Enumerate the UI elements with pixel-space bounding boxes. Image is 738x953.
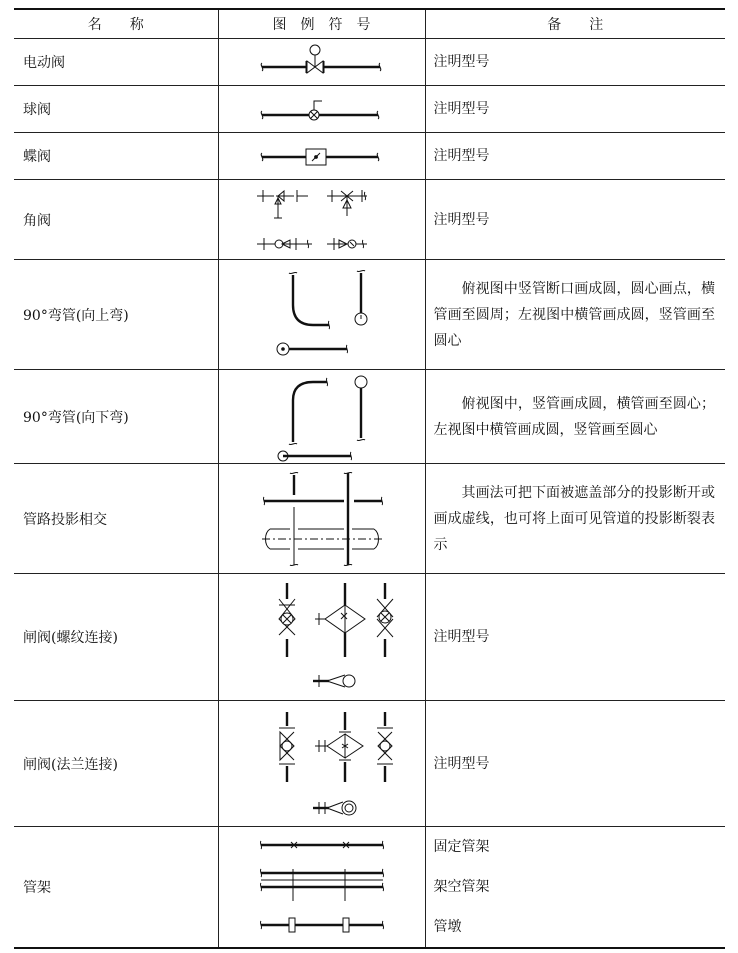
row-symbol (218, 464, 425, 574)
rack-note-fixed: 固定管架 (433, 839, 490, 855)
pipe-crossing-symbol-icon (242, 467, 402, 571)
header-name: 名 称 (14, 9, 218, 39)
row-symbol (218, 260, 425, 370)
header-symbol: 图 例 符 号 (218, 9, 425, 39)
motor-valve-symbol-icon (252, 42, 392, 82)
row-remark: 俯视图中，竖管画成圆，横管画至圆心；左视图中横管画成圆，竖管画至圆心 (425, 370, 725, 464)
row-name: 90°弯管(向下弯) (14, 370, 218, 464)
row-name: 90°弯管(向上弯) (14, 260, 218, 370)
row-remark: 注明型号 (425, 39, 725, 86)
row-symbol (218, 86, 425, 133)
table-row (14, 39, 725, 86)
elbow-up-symbol-icon (247, 263, 397, 367)
row-remark: 注明型号 (425, 701, 725, 827)
rack-note-overhead: 架空管架 (433, 879, 490, 895)
table-row (14, 827, 725, 949)
row-remark: 其画法可把下面被遮盖部分的投影断开或画成虚线，也可将上面可见管道的投影断裂表示 (425, 464, 725, 574)
header-remark: 备 注 (425, 9, 725, 39)
row-name: 角阀 (14, 180, 218, 260)
butterfly-valve-symbol-icon (252, 136, 392, 176)
gate-valve-flanged-symbol-icon (247, 704, 397, 824)
row-remark: 注明型号 (425, 86, 725, 133)
row-symbol (218, 370, 425, 464)
table-row (14, 574, 725, 701)
gate-valve-threaded-symbol-icon (247, 577, 397, 697)
row-symbol (218, 827, 425, 949)
angle-valve-symbol-icon (242, 184, 402, 256)
row-symbol (218, 180, 425, 260)
elbow-down-symbol-icon (247, 372, 397, 462)
row-name: 管路投影相交 (14, 464, 218, 574)
table-row (14, 701, 725, 827)
row-name: 蝶阀 (14, 133, 218, 180)
table-row (14, 86, 725, 133)
row-name: 球阀 (14, 86, 218, 133)
row-remark-group (425, 827, 725, 949)
row-name: 电动阀 (14, 39, 218, 86)
row-remark: 注明型号 (425, 180, 725, 260)
header-row (14, 9, 725, 39)
row-symbol (218, 574, 425, 701)
ball-valve-symbol-icon (252, 89, 392, 129)
rack-note-pier: 管墩 (433, 919, 462, 935)
row-symbol (218, 701, 425, 827)
table-row (14, 133, 725, 180)
table-row (14, 260, 725, 370)
row-name: 闸阀(螺纹连接) (14, 574, 218, 701)
table-row (14, 370, 725, 464)
pipe-rack-symbol-icon (247, 833, 397, 941)
row-remark: 注明型号 (425, 574, 725, 701)
pipe-symbol-legend-table (14, 8, 725, 949)
table-row (14, 180, 725, 260)
row-symbol (218, 39, 425, 86)
row-symbol (218, 133, 425, 180)
row-name: 闸阀(法兰连接) (14, 701, 218, 827)
row-remark: 注明型号 (425, 133, 725, 180)
table-row (14, 464, 725, 574)
row-remark: 俯视图中竖管断口画成圆，圆心画点，横管画至圆周；左视图中横管画成圆，竖管画至圆心 (425, 260, 725, 370)
row-name: 管架 (14, 827, 218, 949)
